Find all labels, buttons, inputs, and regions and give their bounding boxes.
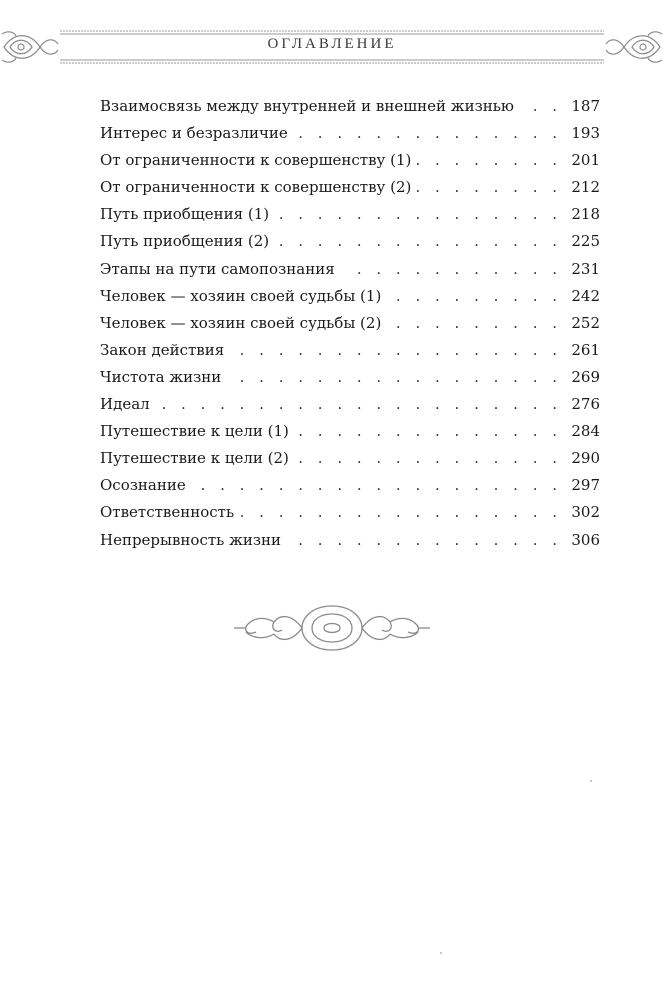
toc-entry	[100, 228, 600, 255]
table-of-contents	[100, 93, 600, 554]
toc-dot-leader	[156, 391, 562, 418]
toc-dot-leader	[417, 174, 562, 201]
toc-entry	[100, 445, 600, 472]
toc-entry-title: Осознание	[100, 476, 186, 495]
toc-entry	[100, 337, 600, 364]
toc-entry-page-number: 290	[571, 449, 600, 468]
toc-dot-leader	[275, 201, 562, 228]
toc-entry-page-number: 201	[571, 151, 600, 170]
toc-dot-leader	[227, 364, 562, 391]
toc-entry-title: Путешествие к цели (1)	[100, 422, 289, 441]
toc-entry-page-number: 187	[571, 97, 600, 115]
toc-entry-title: Человек — хозяин своей судьбы (1)	[100, 286, 382, 305]
toc-entry-title: Непрерывность жизни	[100, 530, 282, 549]
toc-entry-page-number: 302	[571, 503, 600, 522]
toc-dot-leader	[287, 527, 562, 554]
toc-entry	[100, 527, 600, 554]
toc-entry-page-number: 297	[571, 476, 600, 495]
running-header	[0, 24, 664, 70]
toc-entry-page-number: 306	[571, 530, 600, 549]
toc-entry-page-number: 218	[571, 205, 600, 224]
toc-entry-page-number: 212	[571, 178, 600, 197]
toc-entry-title: Человек — хозяин своей судьбы (2)	[100, 313, 382, 332]
toc-dot-leader	[387, 310, 562, 337]
toc-entry-title: Закон действия	[100, 340, 225, 359]
toc-dot-leader	[230, 337, 562, 364]
toc-dot-leader	[192, 472, 562, 499]
toc-entry-page-number: 269	[571, 367, 600, 386]
toc-entry	[100, 418, 600, 445]
paper-speck	[440, 952, 442, 954]
toc-dot-leader	[294, 120, 562, 147]
toc-dot-leader	[387, 283, 562, 310]
header-title: ОГЛАВЛЕНИЕ	[267, 36, 397, 52]
toc-entry	[100, 174, 600, 201]
toc-entry-title: Путь приобщения (2)	[100, 232, 270, 251]
toc-entry	[100, 256, 600, 283]
toc-entry-title: Ответственность	[100, 503, 235, 522]
toc-entry-page-number: 252	[571, 313, 600, 332]
toc-entry	[100, 120, 600, 147]
toc-entry	[100, 283, 600, 310]
toc-entry-title: От ограниченности к совершенству (2)	[100, 178, 412, 197]
toc-entry-title: Путь приобщения (1)	[100, 205, 270, 224]
toc-entry-title: Чистота жизни	[100, 367, 222, 386]
toc-entry-title: Путешествие к цели (2)	[100, 449, 289, 468]
toc-dot-leader	[341, 256, 562, 283]
toc-entry	[100, 364, 600, 391]
toc-entry	[100, 310, 600, 337]
toc-entry	[100, 499, 600, 526]
toc-entry-title: Этапы на пути самопознания	[100, 259, 335, 278]
toc-entry-page-number: 242	[571, 286, 600, 305]
ornament-divider-icon	[232, 602, 432, 654]
toc-dot-leader	[275, 228, 562, 255]
toc-entry-page-number: 261	[571, 340, 600, 359]
toc-entry-page-number: 225	[571, 232, 600, 251]
toc-entry	[100, 472, 600, 499]
toc-dot-leader	[417, 147, 562, 174]
toc-entry-page-number: 276	[571, 395, 600, 414]
toc-dot-leader	[520, 93, 562, 120]
toc-entry-title: Интерес и безразличие	[100, 124, 288, 143]
toc-entry	[100, 391, 600, 418]
toc-dot-leader	[240, 499, 562, 526]
toc-dot-leader	[295, 445, 562, 472]
paper-speck	[590, 780, 592, 782]
toc-entry-page-number: 284	[571, 422, 600, 441]
toc-dot-leader	[295, 418, 562, 445]
toc-entry-title: Идеал	[100, 395, 150, 414]
toc-entry-title: От ограниченности к совершенству (1)	[100, 151, 412, 170]
toc-entry	[100, 201, 600, 228]
toc-entry	[100, 93, 600, 120]
toc-entry-title: Взаимосвязь между внутренней и внешней жизнью	[100, 97, 514, 115]
toc-entry	[100, 147, 600, 174]
toc-entry-page-number: 193	[571, 124, 600, 143]
toc-entry-page-number: 231	[571, 259, 600, 278]
